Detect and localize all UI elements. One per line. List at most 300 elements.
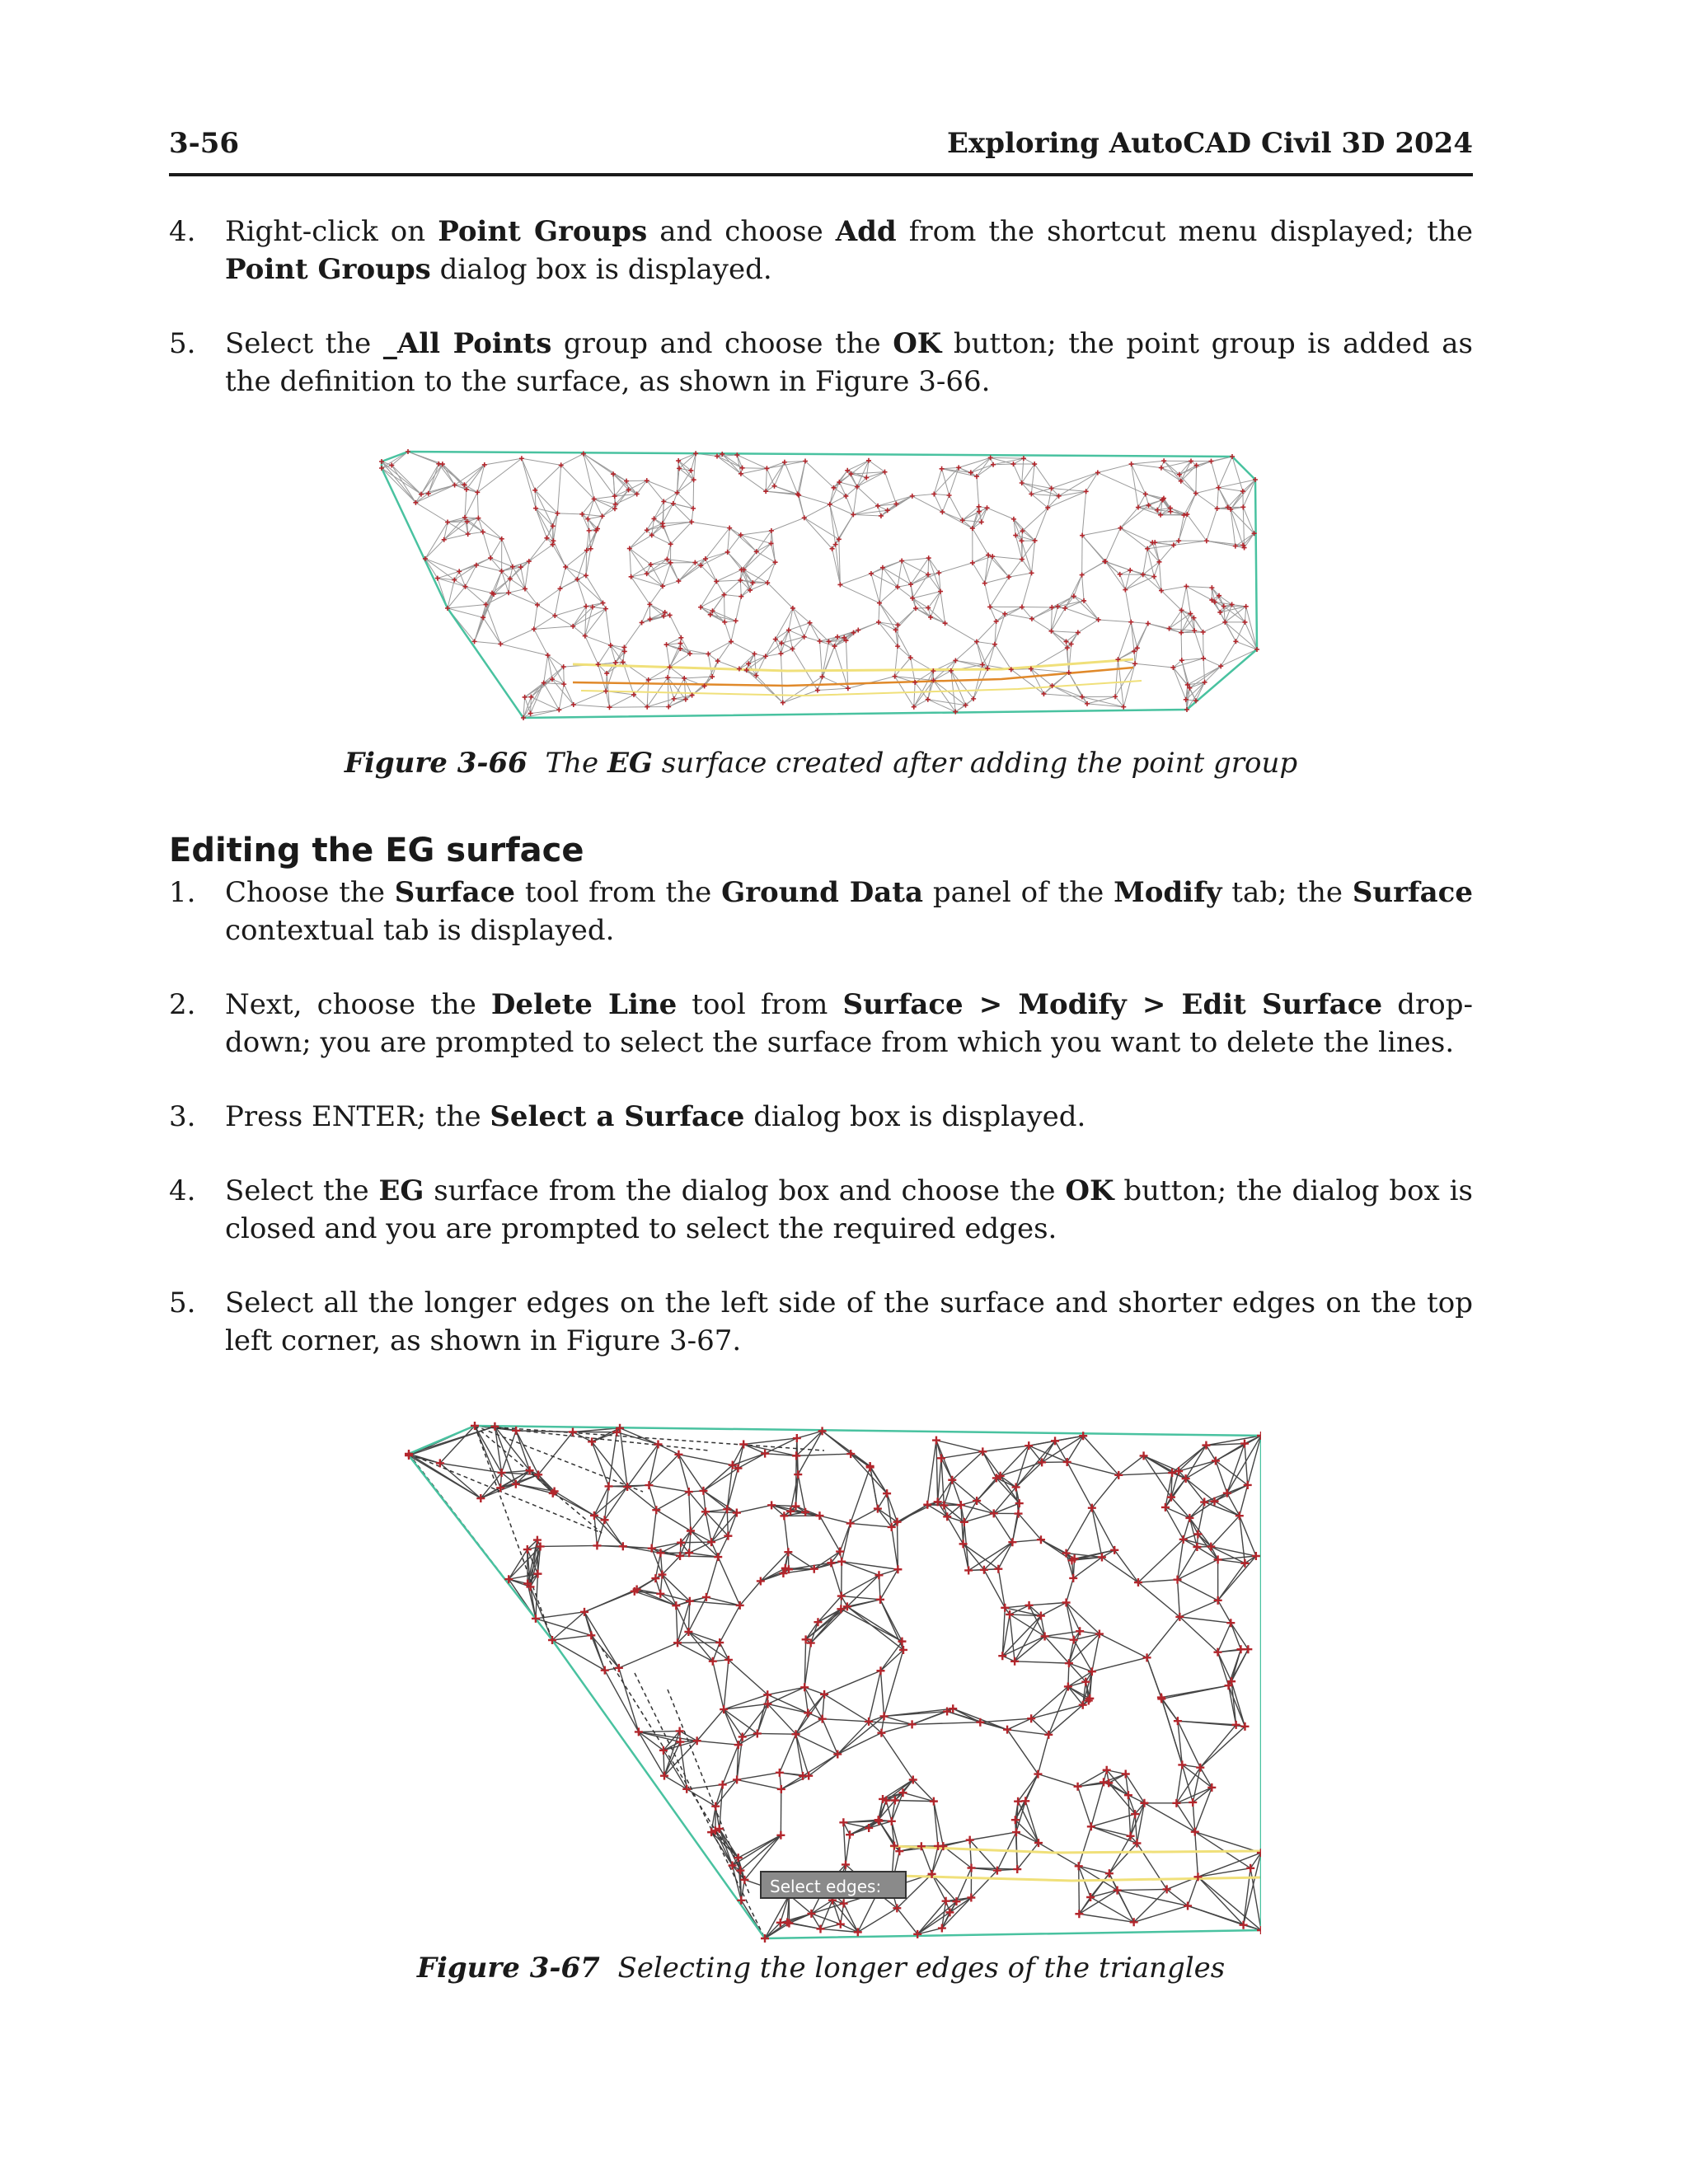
triangle-edge <box>1200 1768 1212 1788</box>
triangle-edge <box>667 644 670 667</box>
triangle-edge <box>912 494 935 495</box>
triangle-edge <box>1105 561 1125 589</box>
triangle-edge <box>1161 1685 1228 1699</box>
triangle-edge <box>985 583 990 607</box>
triangle-edge <box>1173 668 1185 700</box>
text-run: button; the dialog box is closed and you are prompted to select the required edges. <box>225 1174 1473 1245</box>
point-marker <box>876 1596 884 1604</box>
triangle-edge <box>945 623 977 641</box>
triangle-edge <box>486 605 501 644</box>
step-text <box>225 1098 1473 1136</box>
triangle-edge <box>718 1557 739 1605</box>
triangle-edge <box>552 1640 605 1671</box>
triangle-edge <box>706 1557 718 1597</box>
triangle-edge <box>955 642 977 661</box>
triangle-edge <box>1193 618 1203 632</box>
triangle-edge <box>1045 1631 1081 1636</box>
triangle-edge <box>630 549 647 574</box>
triangle-edge <box>1092 1475 1118 1508</box>
triangle-edge <box>970 1840 997 1871</box>
point-marker <box>778 651 783 656</box>
point-markers <box>405 1422 1261 1943</box>
triangle-edge <box>819 1516 850 1523</box>
point-marker <box>1216 485 1221 490</box>
triangle-edge <box>898 587 912 598</box>
triangle-edge <box>1178 1580 1180 1617</box>
triangle-edge <box>1067 1436 1083 1462</box>
triangle-edge <box>1211 462 1218 488</box>
triangle-edge <box>425 540 444 559</box>
triangle-edge <box>574 705 610 707</box>
triangle-edge <box>729 528 757 552</box>
triangle-edge <box>1109 1844 1137 1874</box>
triangle-edge <box>634 695 647 707</box>
triangle-edge <box>1100 1634 1147 1658</box>
triangle-edge <box>951 671 973 699</box>
point-marker <box>818 639 823 644</box>
point-marker <box>773 637 778 642</box>
triangle-edge <box>1217 1652 1231 1681</box>
triangle-edge <box>716 569 741 581</box>
triangle-edge <box>938 1480 953 1502</box>
triangle-edge <box>1147 1657 1162 1699</box>
triangle-edge <box>741 474 766 491</box>
triangle-edge <box>804 518 832 549</box>
point-marker <box>977 509 982 514</box>
triangle-edge <box>973 555 988 562</box>
triangle-edge <box>1186 1479 1215 1502</box>
triangle-edge <box>1181 481 1196 494</box>
point-marker <box>1049 605 1054 610</box>
triangle-edge <box>535 490 557 513</box>
triangle-edge <box>1031 1718 1048 1735</box>
point-marker <box>528 711 533 716</box>
triangle-edge <box>1203 622 1226 632</box>
triangle-edge <box>1086 472 1098 491</box>
point-marker <box>635 1727 643 1736</box>
point-marker <box>1110 1546 1118 1554</box>
point-marker <box>1167 626 1172 631</box>
triangle-edge <box>1082 491 1086 535</box>
point-marker <box>1236 1645 1245 1653</box>
point-marker <box>445 520 450 525</box>
triangle-edge <box>649 1485 688 1492</box>
triangle-edge <box>619 1668 639 1732</box>
triangle-edge <box>1198 1868 1250 1877</box>
triangle-edge <box>565 567 577 579</box>
triangle-edge <box>630 549 631 577</box>
point-marker <box>932 1436 940 1445</box>
point-marker <box>1201 630 1206 635</box>
triangle-edge <box>767 1687 804 1694</box>
triangle-edge <box>1147 1617 1180 1657</box>
triangle-edge <box>1243 480 1255 507</box>
triangle-edge <box>804 623 810 637</box>
triangle-edge <box>536 509 546 538</box>
triangle-edge <box>1031 488 1051 494</box>
triangle-edge <box>723 1745 738 1784</box>
triangle-edge <box>940 592 945 624</box>
point-marker <box>1114 1886 1122 1895</box>
triangle-edge <box>1229 1685 1245 1727</box>
triangle-edge <box>1074 596 1099 620</box>
triangle-edge <box>880 1671 884 1716</box>
triangle-edge <box>531 697 559 710</box>
triangle-edge <box>706 559 716 581</box>
contour-line <box>898 1876 1261 1881</box>
triangle-edge <box>724 595 742 597</box>
triangle-edge <box>819 1516 840 1551</box>
triangle-edge <box>947 1505 961 1516</box>
triangle-edge <box>502 539 513 567</box>
step-item <box>169 874 1473 949</box>
page-header <box>169 124 1473 176</box>
point-marker <box>512 1427 520 1435</box>
triangle-edge <box>1125 590 1131 622</box>
point-marker <box>893 1565 902 1573</box>
triangle-edge <box>1032 541 1035 573</box>
triangle-edge <box>1218 488 1243 491</box>
triangle-edge <box>1171 1497 1189 1518</box>
triangle-edge <box>1092 1508 1102 1558</box>
triangle-edge <box>991 457 1024 458</box>
point-marker <box>815 688 820 693</box>
point-marker <box>664 642 669 647</box>
triangle-edge <box>1217 1652 1228 1686</box>
point-marker <box>739 1440 748 1448</box>
triangle-edge <box>1143 549 1147 574</box>
triangle-edge <box>724 622 731 642</box>
bold-term: Surface <box>394 876 515 909</box>
triangle-edge <box>767 583 793 608</box>
triangle-edge <box>1186 1479 1205 1502</box>
triangle-edge <box>1134 624 1148 652</box>
triangle-edge <box>1105 561 1130 570</box>
triangle-edge <box>718 641 731 661</box>
triangle-edge <box>594 496 615 499</box>
point-marker <box>1070 1636 1078 1644</box>
triangle-edge <box>1188 1877 1198 1905</box>
triangle-edge <box>1211 1547 1256 1556</box>
triangle-edge <box>724 1660 729 1709</box>
triangle-edge <box>1012 1540 1041 1542</box>
point-marker <box>888 1817 896 1825</box>
triangle-edge <box>708 641 731 654</box>
triangle-edge <box>627 1487 656 1510</box>
point-marker <box>1084 489 1089 494</box>
triangle-edge <box>1138 1582 1179 1617</box>
triangle-edge <box>1092 1657 1147 1671</box>
triangle-edge <box>985 555 988 583</box>
triangle-edge <box>631 577 650 605</box>
triangle-edge <box>1052 607 1058 631</box>
point-marker <box>1087 1822 1095 1830</box>
triangle-edge <box>1181 632 1203 633</box>
triangle-edge <box>1118 1889 1167 1890</box>
triangle-edge <box>783 691 818 703</box>
triangle-edge <box>485 458 522 465</box>
point-marker <box>761 1450 769 1458</box>
triangle-edge <box>977 642 995 644</box>
triangle-edge <box>934 1802 944 1846</box>
triangle-edge <box>1206 1446 1216 1461</box>
triangle-edge <box>1078 620 1099 633</box>
triangle-edge <box>987 644 995 668</box>
point-marker <box>1161 1503 1170 1511</box>
surface-boundary <box>409 1426 1261 1938</box>
point-marker <box>607 705 612 710</box>
text-run: drop-down; you are prompted to select the surface from which you want to delete the lines. <box>225 988 1473 1059</box>
triangle-edge <box>1067 633 1078 642</box>
triangle-edge <box>1120 574 1126 590</box>
triangle-edge <box>1125 574 1142 589</box>
triangle-edges <box>409 1426 1261 1938</box>
triangle-edge <box>757 1694 767 1733</box>
triangle-edge <box>942 512 972 528</box>
point-marker <box>1076 1627 1084 1635</box>
triangle-edge <box>663 581 678 586</box>
triangle-edge <box>936 1441 982 1452</box>
triangle-edge <box>691 1530 718 1557</box>
triangle-edge <box>728 528 730 552</box>
triangle-edge <box>1118 1473 1172 1475</box>
bold-term: OK <box>1065 1174 1114 1207</box>
triangle-edge <box>500 644 547 655</box>
triangle-edge <box>1052 608 1066 631</box>
triangle-edge <box>1193 1802 1195 1832</box>
figure-3-67-caption-text: Selecting the longer edges of the triangles <box>617 1952 1226 1985</box>
triangle-edge <box>832 1900 841 1924</box>
triangle-edge <box>1200 1725 1236 1768</box>
triangle-edge <box>1079 1826 1091 1866</box>
triangle-edge <box>921 1846 932 1874</box>
triangle-edge <box>878 1493 887 1508</box>
triangle-edge <box>992 556 1022 560</box>
triangle-edge <box>959 457 990 467</box>
triangle-edge <box>548 655 564 667</box>
text-run: panel of the <box>923 876 1114 909</box>
triangle-edge <box>1079 1866 1109 1873</box>
triangle-edge <box>853 487 857 515</box>
point-marker <box>506 590 511 595</box>
triangle-edge <box>1207 509 1217 541</box>
triangle-edge <box>895 658 911 677</box>
triangle-edge <box>842 1596 880 1600</box>
triangle-edge <box>529 538 547 561</box>
triangle-edge <box>1176 1803 1194 1832</box>
triangle-edge <box>753 562 775 583</box>
triangle-edge <box>798 1431 822 1474</box>
triangle-edge <box>853 514 881 516</box>
triangle-edge <box>835 646 848 688</box>
triangle-edge <box>1135 663 1173 668</box>
step-number: 5. <box>169 1286 196 1319</box>
triangle-edge <box>796 1454 851 1455</box>
step-text <box>225 1172 1473 1248</box>
triangle-edge <box>832 1900 858 1933</box>
triangle-edge <box>739 654 755 668</box>
point-marker <box>1074 1783 1082 1791</box>
triangle-edge <box>888 496 912 510</box>
triangle-edge <box>799 495 830 504</box>
triangle-edge <box>944 1480 952 1506</box>
point-marker <box>1032 462 1037 466</box>
tin-surface-zoomed-drawing <box>396 1401 1261 1945</box>
triangle-edge <box>1007 1730 1038 1774</box>
triangle-edge <box>605 1520 623 1546</box>
triangle-edge <box>936 1441 938 1502</box>
triangle-edge <box>1178 1540 1184 1580</box>
point-marker <box>498 641 503 646</box>
point-marker <box>837 582 842 587</box>
triangle-edge <box>534 629 548 655</box>
triangle-edge <box>591 1635 619 1668</box>
triangle-edge <box>1218 488 1231 509</box>
point-marker <box>1010 462 1015 466</box>
triangle-edge <box>573 609 606 626</box>
triangle-edge <box>1159 545 1173 561</box>
triangle-edge <box>987 508 1014 519</box>
text-run: from the shortcut menu displayed; the <box>896 215 1473 248</box>
triangle-edge <box>1015 1774 1039 1821</box>
point-marker <box>1006 1610 1014 1619</box>
triangle-edge <box>799 462 805 495</box>
triangle-edge <box>847 1600 880 1607</box>
triangle-edge <box>953 1708 980 1722</box>
triangle-edge <box>1217 1623 1231 1652</box>
triangle-edge <box>1228 491 1243 507</box>
triangle-edge <box>681 1530 691 1542</box>
triangle-edge <box>552 679 574 705</box>
triangle-edge <box>985 556 992 583</box>
point-marker <box>1143 491 1148 496</box>
triangle-edge <box>588 499 593 518</box>
triangle-edge <box>934 494 942 512</box>
triangle-edge <box>483 532 502 538</box>
figure-3-66-caption-text <box>545 747 1297 780</box>
triangle-edge <box>851 1523 892 1526</box>
triangle-edge <box>534 626 573 629</box>
triangle-edge <box>879 587 898 602</box>
triangle-edge <box>724 595 725 622</box>
point-marker <box>603 689 608 694</box>
triangle-edge <box>804 504 830 518</box>
triangle-edge <box>1109 1836 1131 1873</box>
point-marker <box>964 1566 973 1574</box>
step-number: 1. <box>169 876 196 909</box>
triangle-edge <box>1218 457 1232 488</box>
triangle-edge <box>415 503 448 523</box>
triangle-edge <box>630 549 651 565</box>
triangle-edge <box>988 555 1009 577</box>
triangle-edge <box>934 1802 938 1846</box>
point-marker <box>1012 1828 1020 1836</box>
triangle-edge <box>654 501 663 518</box>
triangle-edge <box>649 1455 678 1485</box>
triangle-edge <box>573 626 585 636</box>
triangle-edge <box>824 1694 869 1722</box>
point-marker <box>1014 1797 1022 1806</box>
point-marker <box>753 1729 762 1737</box>
triangle-edge <box>465 490 467 518</box>
triangle-edge <box>1181 633 1182 661</box>
point-marker <box>682 1785 691 1793</box>
point-marker <box>457 569 462 574</box>
text-run: dialog box is displayed. <box>430 253 772 286</box>
point-marker <box>584 573 588 578</box>
triangle-edge <box>771 518 804 531</box>
triangle-edge <box>1082 575 1084 601</box>
triangle-edge <box>1091 1826 1131 1836</box>
triangle-edge <box>942 469 950 495</box>
point-marker <box>776 1769 784 1777</box>
text-run: Select all the longer edges on the left side of the surface and shorter edges on the top left corner, as shown in Figure 3-67. <box>225 1286 1473 1357</box>
bold-term: EG <box>607 747 653 780</box>
triangle-edge <box>475 641 501 644</box>
triangle-edge <box>871 574 879 603</box>
triangle-edge <box>1038 1774 1077 1787</box>
triangle-edge <box>1052 631 1067 642</box>
triangle-edge <box>742 551 757 569</box>
text-run: Right-click on <box>225 215 438 248</box>
triangle-edge <box>1074 596 1084 601</box>
triangle-edge <box>1120 505 1148 528</box>
triangle-edge <box>610 695 635 707</box>
triangle-edge <box>649 1485 656 1510</box>
triangle-edge <box>584 1612 591 1635</box>
triangle-edge <box>1240 1485 1248 1516</box>
triangle-edge <box>687 1784 722 1788</box>
triangle-edge <box>1245 533 1254 547</box>
triangle-edge <box>392 466 421 494</box>
triangle-edge <box>1195 1832 1198 1877</box>
triangle-edge <box>883 568 898 588</box>
triangle-edge <box>854 622 879 633</box>
triangle-edge <box>1009 573 1031 577</box>
surface-boundary <box>382 452 1257 718</box>
triangle-edge <box>510 579 525 588</box>
triangle-edge <box>1067 1508 1092 1554</box>
triangle-edge <box>662 1556 680 1575</box>
point-marker <box>947 493 952 498</box>
triangle-edge <box>1131 622 1134 652</box>
triangle-edge <box>1118 1455 1143 1474</box>
triangle-edge <box>1011 669 1044 694</box>
triangle-edge <box>565 567 586 575</box>
contour-line <box>573 659 1133 671</box>
triangle-edge <box>716 580 740 581</box>
select-edges-prompt: Select edges: <box>760 1871 907 1899</box>
triangle-edge <box>1165 1507 1184 1540</box>
triangle-edge <box>823 646 835 677</box>
point-marker <box>987 604 992 609</box>
point-marker <box>629 574 634 579</box>
text-run: button; the point group is added as the definition to the surface, as shown in Figure 3-66. <box>225 327 1473 398</box>
triangle-edge <box>1071 633 1078 644</box>
point-marker <box>926 555 931 560</box>
triangle-edge <box>731 621 736 641</box>
triangle-edge <box>789 630 793 649</box>
triangle-edge <box>784 1516 788 1552</box>
bold-term: Select a Surface <box>490 1100 745 1133</box>
point-marker <box>552 613 557 618</box>
triangle-edge <box>1196 466 1197 494</box>
point-marker <box>982 581 987 586</box>
triangle-edge <box>564 667 565 684</box>
point-marker <box>816 1924 824 1933</box>
point-marker <box>1075 1910 1083 1918</box>
triangle-edge <box>537 605 555 616</box>
